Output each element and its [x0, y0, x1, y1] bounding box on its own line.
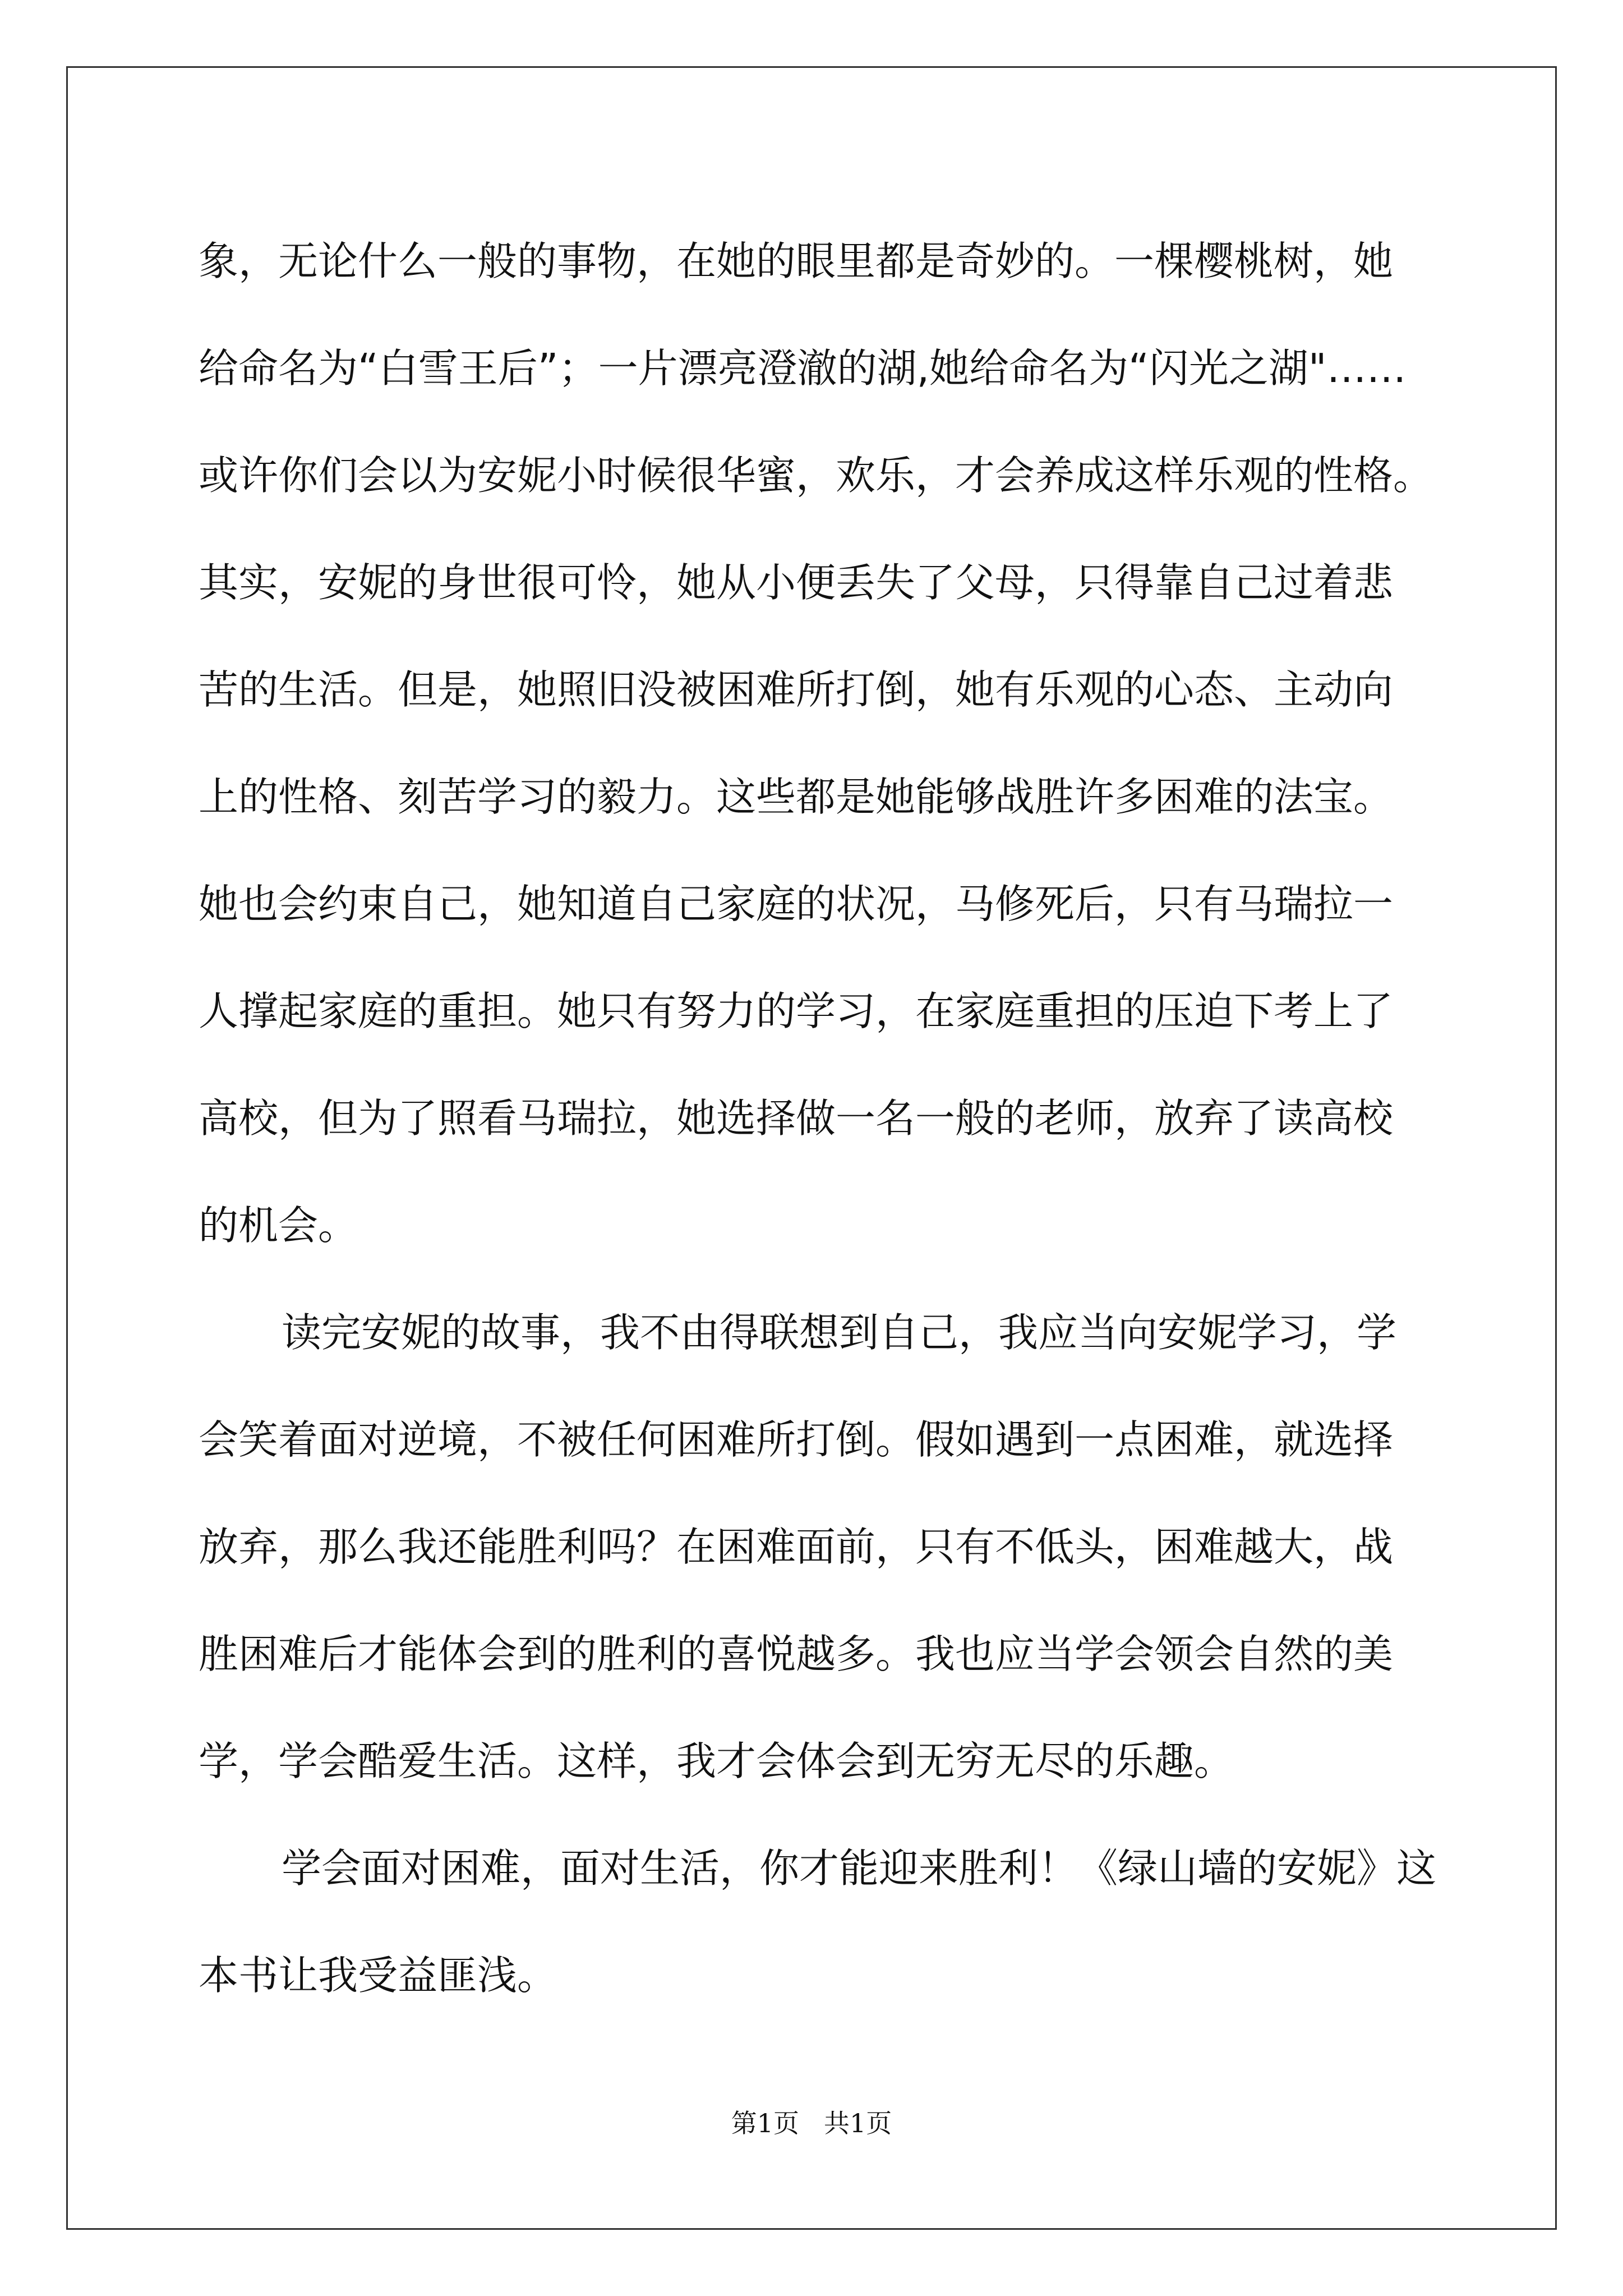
text-line: 会笑着面对逆境，不被任何困难所打倒。假如遇到一点困难，就选择	[199, 1416, 1394, 1463]
document-body	[199, 208, 1437, 2029]
text-line: 学，学会酷爱生活。这样，我才会体会到无穷无尽的乐趣。	[199, 1738, 1234, 1784]
paragraph-start-line: 读完安妮的故事，我不由得联想到自己，我应当向安妮学习，学	[282, 1309, 1397, 1356]
text-line: 本书让我受益匪浅。	[199, 1952, 557, 1999]
text-line: 放弃，那么我还能胜利吗？在困难面前，只有不低头，困难越大，战	[199, 1524, 1394, 1570]
page-total: 共1页	[824, 2108, 892, 2138]
text-line: 给命名为“白雪王后”；一片漂亮澄澈的湖,她给命名为“闪光之湖"……	[199, 345, 1407, 392]
paragraph-start-line: 学会面对困难，面对生活，你才能迎来胜利！《绿山墙的安妮》这	[282, 1845, 1437, 1892]
text-line: 象，无论什么一般的事物，在她的眼里都是奇妙的。一棵樱桃树，她	[199, 238, 1394, 284]
text-line: 高校，但为了照看马瑞拉，她选择做一名一般的老师，放弃了读高校	[199, 1095, 1394, 1142]
text-line: 其实，安妮的身世很可怜，她从小便丢失了父母，只得靠自己过着悲	[199, 559, 1394, 606]
text-line: 人撑起家庭的重担。她只有努力的学习，在家庭重担的压迫下考上了	[199, 988, 1394, 1034]
page-footer	[0, 2106, 1623, 2140]
page-number: 第1页	[731, 2108, 799, 2138]
text-line: 苦的生活。但是，她照旧没被困难所打倒，她有乐观的心态、主动向	[199, 666, 1394, 713]
text-line: 胜困难后才能体会到的胜利的喜悦越多。我也应当学会领会自然的美	[199, 1631, 1394, 1677]
text-line: 她也会约束自己，她知道自己家庭的状况，马修死后，只有马瑞拉一	[199, 881, 1394, 927]
text-line: 的机会。	[199, 1202, 358, 1249]
text-line: 上的性格、刻苦学习的毅力。这些都是她能够战胜许多困难的法宝。	[199, 774, 1394, 820]
text-line: 或许你们会以为安妮小时候很华蜜，欢乐，才会养成这样乐观的性格。	[199, 452, 1433, 499]
